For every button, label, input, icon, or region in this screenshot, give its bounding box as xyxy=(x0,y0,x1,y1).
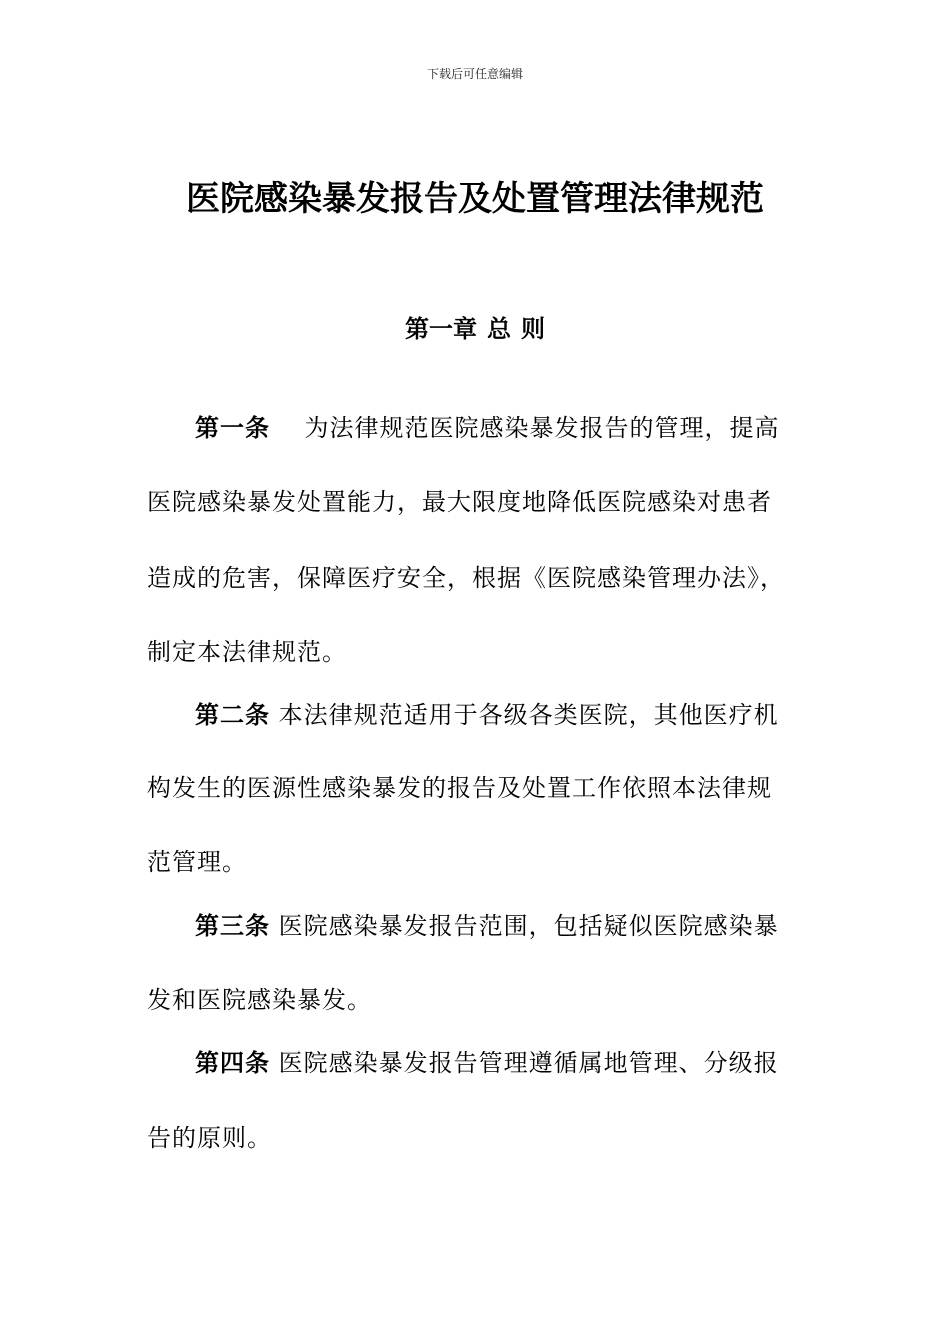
article-3-label: 第三条 xyxy=(195,912,270,940)
article-3-line-1 xyxy=(195,910,807,942)
article-1-text-1: 为法律规范医院感染暴发报告的管理，提高 xyxy=(304,414,780,442)
document-title: 医院感染暴发报告及处置管理法律规范 xyxy=(186,179,764,219)
article-1-label: 第一条 xyxy=(195,414,270,442)
article-4-line-1 xyxy=(195,1047,807,1079)
chapter-heading xyxy=(0,313,950,345)
article-2-line-2: 构发生的医源性感染暴发的报告及处置工作依照本法律规 xyxy=(147,774,772,802)
chapter-number: 第一章 xyxy=(405,315,477,343)
chapter-title-part2: 则 xyxy=(521,315,545,343)
article-1-line-4: 制定本法律规范。 xyxy=(147,638,347,666)
article-4-label: 第四条 xyxy=(195,1049,270,1077)
article-1-line-2: 医院感染暴发处置能力，最大限度地降低医院感染对患者 xyxy=(147,488,772,516)
article-4-text-1: 医院感染暴发报告管理遵循属地管理、分级报 xyxy=(278,1049,779,1077)
article-2-line-1 xyxy=(195,699,807,731)
article-3-text-1: 医院感染暴发报告范围，包括疑似医院感染暴 xyxy=(278,912,779,940)
header-note: 下载后可任意编辑 xyxy=(426,67,523,81)
article-2-text-1: 本法律规范适用于各级各类医院，其他医疗机 xyxy=(278,701,779,729)
article-2-label: 第二条 xyxy=(195,701,270,729)
article-1-line-1 xyxy=(195,412,807,444)
chapter-title-part1: 总 xyxy=(487,315,511,343)
article-2-line-3: 范管理。 xyxy=(147,848,247,876)
article-1-line-3: 造成的危害，保障医疗安全，根据《医院感染管理办法》， xyxy=(147,564,785,592)
article-4-line-2: 告的原则。 xyxy=(147,1124,272,1152)
article-3-line-2: 发和医院感染暴发。 xyxy=(147,986,372,1014)
